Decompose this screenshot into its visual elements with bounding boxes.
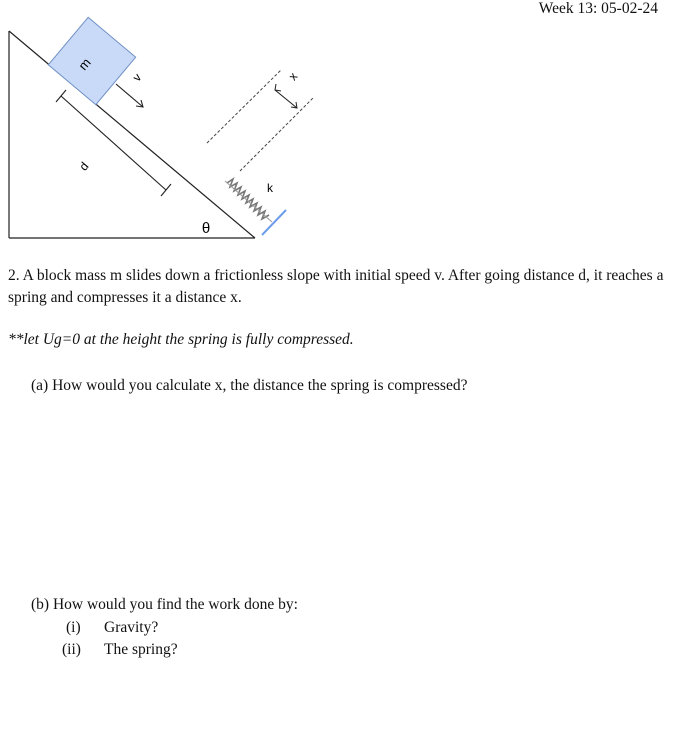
compression-x-label: x [285, 69, 301, 84]
spring-label: k [267, 181, 273, 195]
sub-item-number: (ii) [62, 641, 81, 658]
spring-wall [262, 210, 286, 235]
question-a: (a) How would you calculate x, the distance the spring is compressed? [31, 377, 468, 394]
problem-statement: 2. A block mass m slides down a frictionless slope with initial speed v. After going distance d, it reaches a spring and compresses it a distance x. [8, 267, 664, 306]
note: **let Ug=0 at the height the spring is fully compressed. [8, 331, 354, 348]
physics-diagram [0, 0, 693, 260]
sub-item-text: The spring? [104, 641, 178, 658]
header-date: Week 13: 05-02-24 [538, 0, 658, 17]
spring [225, 179, 272, 222]
block [48, 17, 135, 104]
sub-item [66, 619, 158, 637]
velocity-arrow [116, 84, 143, 107]
question-b: (b) How would you find the work done by: [31, 596, 298, 613]
sub-item-number: (i) [66, 619, 81, 636]
compression-guides [207, 70, 314, 171]
distance-d-label: d [76, 159, 92, 174]
velocity-label: v [129, 70, 145, 85]
block-label: m [75, 55, 94, 74]
distance-d-line [56, 90, 171, 196]
sub-item [62, 641, 178, 659]
sub-item-text: Gravity? [104, 619, 159, 636]
angle-label: θ [201, 220, 211, 237]
